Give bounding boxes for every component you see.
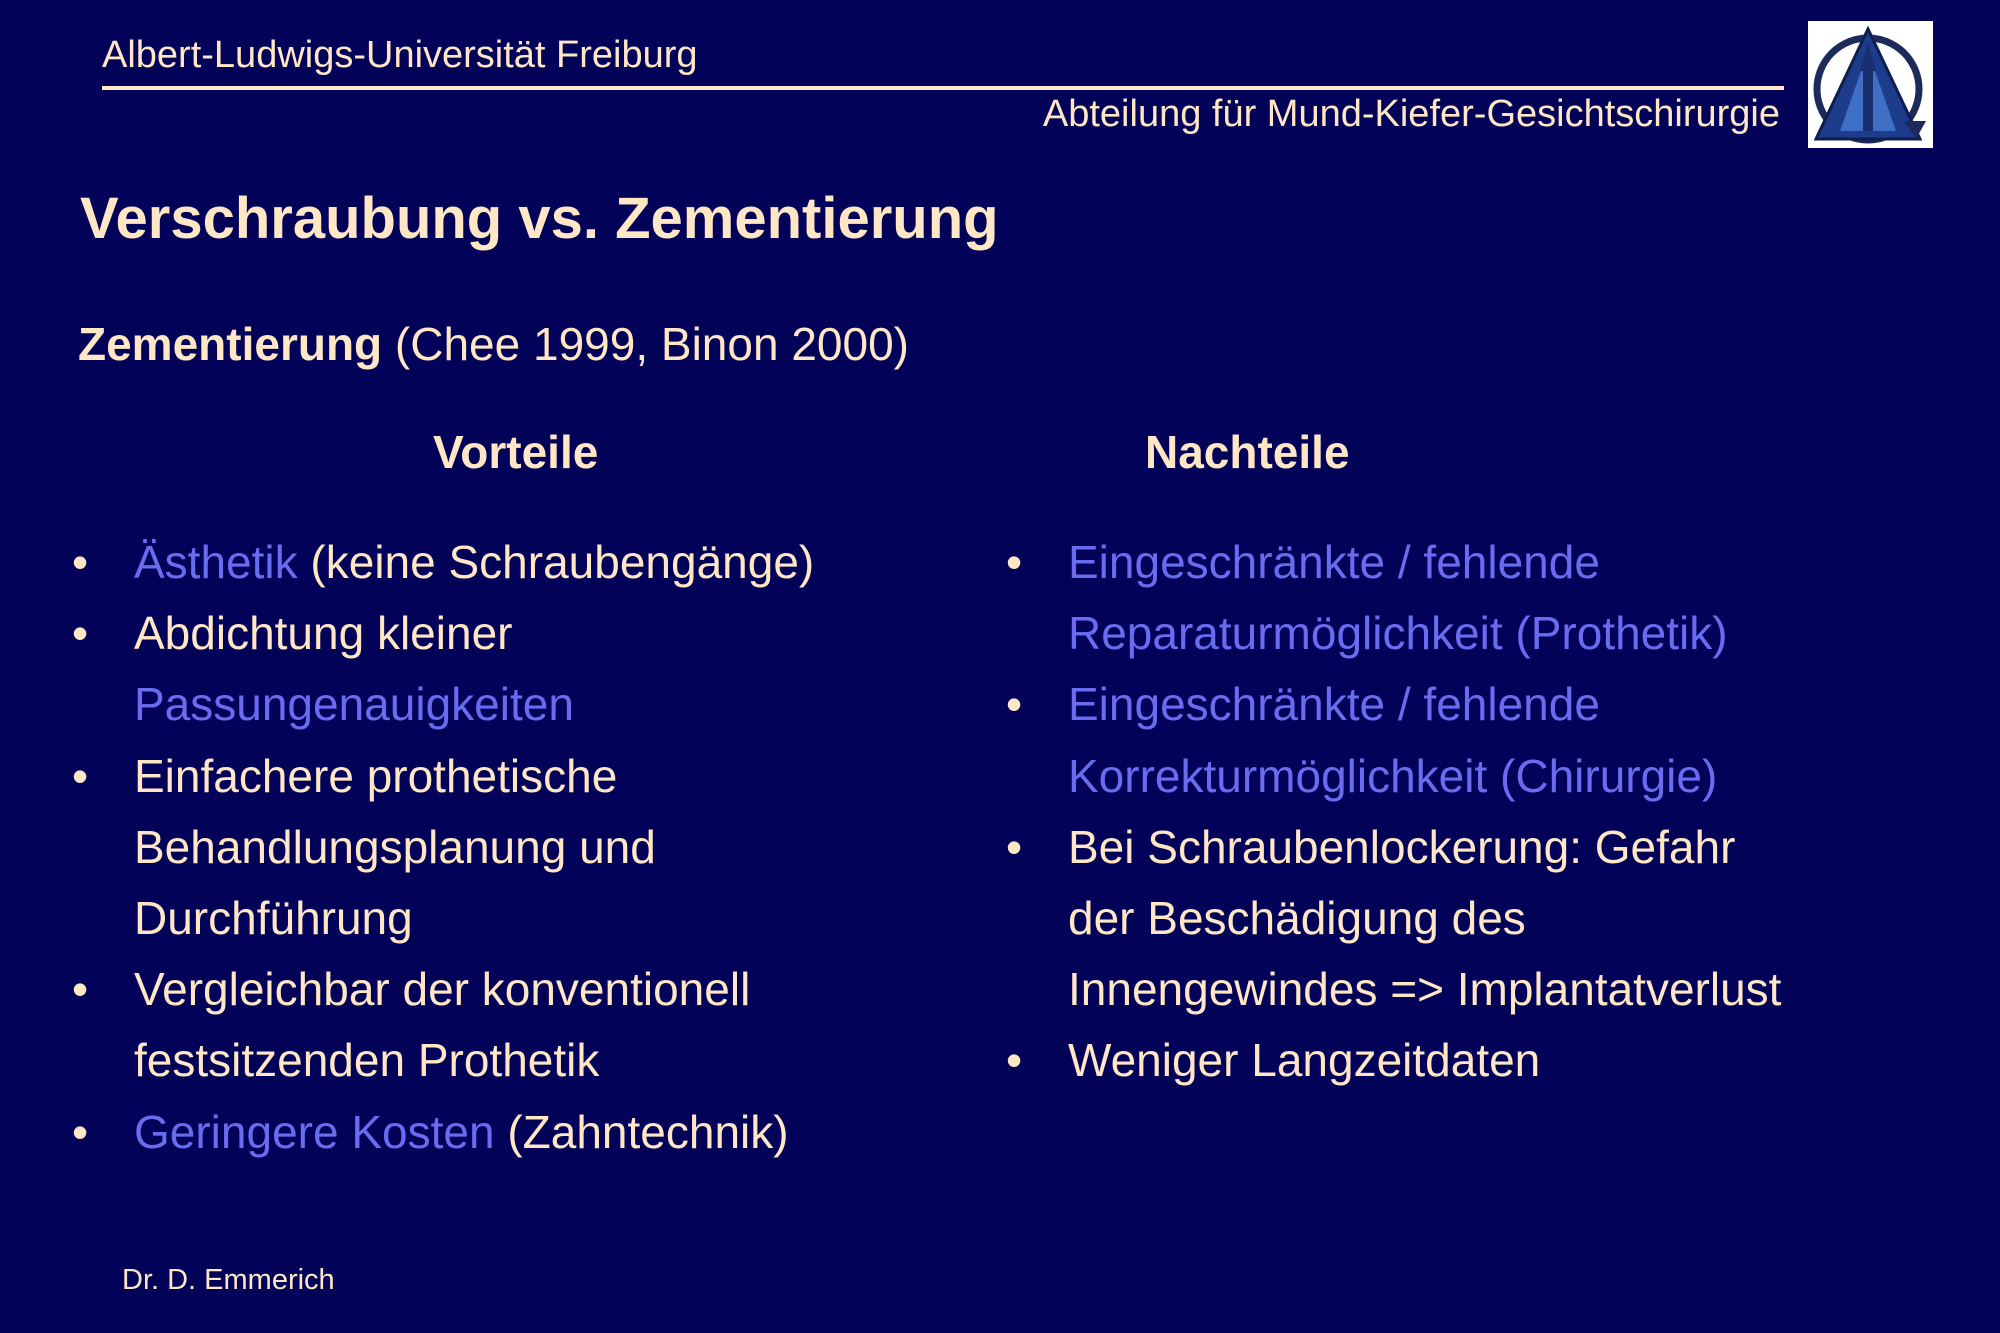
item-text: (keine Schraubengänge)	[297, 536, 815, 588]
item-text: Vergleichbar der konventionell	[134, 963, 751, 1016]
item-text: Behandlungsplanung und	[134, 820, 656, 873]
subtitle-citation: (Chee 1999, Binon 2000)	[382, 318, 909, 370]
item-highlight: Korrekturmöglichkeit (Chirurgie)	[1068, 749, 1718, 802]
bullet-icon: •	[72, 607, 89, 660]
disadvantages-list	[1006, 527, 1906, 1097]
university-logo	[1808, 21, 1933, 148]
item-text: Abdichtung kleiner	[134, 607, 513, 660]
author-footer: Dr. D. Emmerich	[122, 1264, 335, 1296]
item-text: Bei Schraubenlockerung: Gefahr	[1068, 820, 1736, 873]
list-item	[72, 954, 972, 1096]
university-name: Albert-Ludwigs-Universität Freiburg	[102, 34, 698, 76]
item-highlight: Passungenauigkeiten	[134, 678, 574, 731]
list-item	[1006, 669, 1906, 811]
bullet-icon: •	[72, 749, 89, 802]
list-item	[72, 527, 972, 598]
advantages-list	[72, 527, 972, 1168]
list-item	[72, 741, 972, 955]
logo-triangle-icon	[1808, 21, 1933, 148]
item-highlight: Eingeschränkte / fehlende	[1068, 678, 1600, 731]
bullet-icon: •	[72, 1105, 89, 1158]
subtitle-topic: Zementierung	[78, 318, 383, 370]
advantages-heading: Vorteile	[433, 426, 599, 478]
item-highlight: Reparaturmöglichkeit (Prothetik)	[1068, 607, 1728, 660]
slide-subtitle	[78, 317, 909, 371]
bullet-icon: •	[1006, 678, 1023, 731]
bullet-icon: •	[1006, 1034, 1023, 1087]
item-highlight: Eingeschränkte / fehlende	[1068, 536, 1600, 588]
disadvantages-heading: Nachteile	[1145, 426, 1350, 478]
item-text: der Beschädigung des	[1068, 892, 1526, 945]
department-name: Abteilung für Mund-Kiefer-Gesichtschirurgie	[1042, 93, 1780, 135]
item-text: Innengewindes => Implantatverlust	[1068, 963, 1782, 1016]
list-item	[1006, 527, 1906, 669]
bullet-icon: •	[72, 963, 89, 1016]
bullet-icon: •	[72, 536, 89, 588]
bullet-icon: •	[1006, 820, 1023, 873]
bullet-icon: •	[1006, 536, 1023, 588]
item-text: festsitzenden Prothetik	[134, 1034, 600, 1087]
item-text: Weniger Langzeitdaten	[1068, 1034, 1541, 1087]
header-divider	[102, 86, 1784, 90]
list-item	[1006, 1025, 1906, 1096]
item-highlight: Ästhetik	[134, 536, 298, 588]
slide-title: Verschraubung vs. Zementierung	[80, 186, 999, 251]
list-item	[72, 1097, 972, 1168]
item-text: Durchführung	[134, 892, 413, 945]
list-item	[72, 598, 972, 740]
list-item	[1006, 812, 1906, 1026]
item-text: Einfachere prothetische	[134, 749, 618, 802]
item-text: (Zahntechnik)	[494, 1105, 789, 1158]
item-highlight: Geringere Kosten	[134, 1105, 495, 1158]
